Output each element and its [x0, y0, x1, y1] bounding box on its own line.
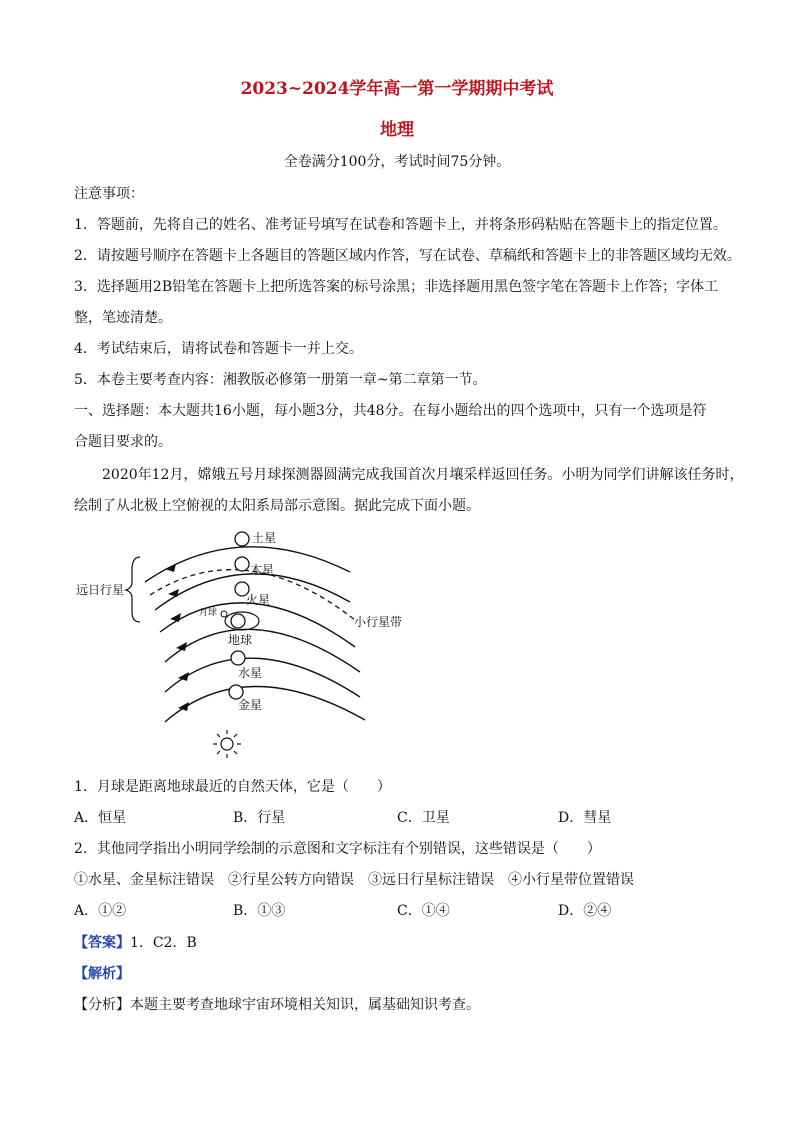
notice-item: 5．本卷主要考查内容：湘教版必修第一册第一章~第二章第一节。	[74, 372, 487, 388]
answer-text: 1．C2．B	[130, 935, 197, 951]
analysis-tag: 【解析】	[74, 966, 130, 982]
moon-label: 月球	[199, 608, 218, 618]
passage-line: 绘制了从北极上空俯视的太阳系局部示意图。据此完成下面小题。	[74, 498, 480, 514]
planet-label: 木星	[250, 563, 275, 577]
earth-icon	[231, 614, 245, 628]
orbit-arrow	[176, 642, 187, 651]
analysis-line	[74, 963, 724, 983]
question-2-statements: ①水星、金星标注错误 ②行星公转方向错误 ③远日行星标注错误 ④小行星带位置错误	[74, 872, 634, 888]
mercury-orbit	[165, 658, 360, 697]
orbit-arrow	[165, 564, 176, 572]
planet-label: 火星	[246, 593, 271, 607]
q2-option-a: A．①②	[74, 903, 127, 919]
section-heading: 一、选择题：本大题共16小题，每小题3分，共48分。在每小题给出的四个选项中，只有一个选项是符	[74, 403, 707, 419]
planet-label: 水星	[238, 666, 263, 680]
q1-option-b: B．行星	[233, 810, 286, 826]
notice-heading: 注意事项：	[74, 186, 144, 202]
q1-option-c: C．卫星	[397, 810, 450, 826]
fenxi-tag: 【分析】	[74, 997, 130, 1013]
venus-orbit	[165, 686, 365, 722]
question-1-stem: 1．月球是距离地球最近的自然天体，它是（ ）	[74, 779, 391, 795]
saturn-icon	[235, 532, 249, 546]
mercury-icon	[231, 651, 245, 665]
q2-option-c: C．①④	[397, 903, 450, 919]
planet-label: 地球	[228, 633, 253, 647]
planet-label: 金星	[238, 698, 263, 712]
passage-line: 2020年12月，嫦娥五号月球探测器圆满完成我国首次月壤采样返回任务。小明为同学们讲解该任务时，	[102, 467, 744, 483]
notice-item: 1．答题前，先将自己的姓名、准考证号填写在试卷和答题卡上，并将条形码粘贴在答题卡上的指定位置。	[74, 217, 727, 233]
q2-option-b: B．①③	[233, 903, 286, 919]
sun-icon	[213, 730, 241, 758]
planet-label: 土星	[252, 531, 277, 545]
notice-item: 4．考试结束后，请将试卷和答题卡一并上交。	[74, 341, 363, 357]
q1-option-d: D．彗星	[558, 810, 612, 826]
fenxi-line	[74, 994, 724, 1014]
asteroid-belt-label: 小行星带	[354, 615, 403, 629]
section-heading-cont: 合题目要求的。	[74, 434, 172, 450]
answer-tag: 【答案】	[74, 935, 130, 951]
orbit-arrow	[178, 702, 189, 711]
venus-icon	[229, 685, 243, 699]
outer-planets-label: 远日行星	[76, 583, 125, 597]
q2-option-d: D．②④	[558, 903, 612, 919]
moon-icon	[221, 611, 227, 617]
orbit-arrow	[170, 613, 181, 622]
solar-system-diagram	[70, 522, 430, 767]
outer-planets-bracket	[126, 557, 140, 622]
exam-title: 2023~2024学年高一第一学期期中考试	[240, 79, 554, 99]
earth-orbit	[165, 629, 360, 672]
question-2-stem: 2．其他同学指出小明同学绘制的示意图和文字标注有个别错误，这些错误是（ ）	[74, 841, 601, 857]
score-info: 全卷满分100分，考试时间75分钟。	[283, 154, 511, 170]
subject-title: 地理	[380, 120, 414, 140]
answer-line	[74, 932, 724, 952]
notice-item: 2．请按题号顺序在答题卡上各题目的答题区域内作答，写在试卷、草稿纸和答题卡上的非答题区域均无效。	[74, 248, 741, 264]
notice-item: 整，笔迹清楚。	[74, 310, 172, 326]
fenxi-text: 本题主要考查地球宇宙环境相关知识，属基础知识考查。	[130, 997, 480, 1013]
q1-option-a: A．恒星	[74, 810, 127, 826]
jupiter-icon	[235, 557, 249, 571]
notice-item: 3．选择题用2B铅笔在答题卡上把所选答案的标号涂黑；非选择题用黑色签字笔在答题卡上作答；字体工	[74, 279, 719, 295]
orbit-arrow	[178, 672, 189, 681]
